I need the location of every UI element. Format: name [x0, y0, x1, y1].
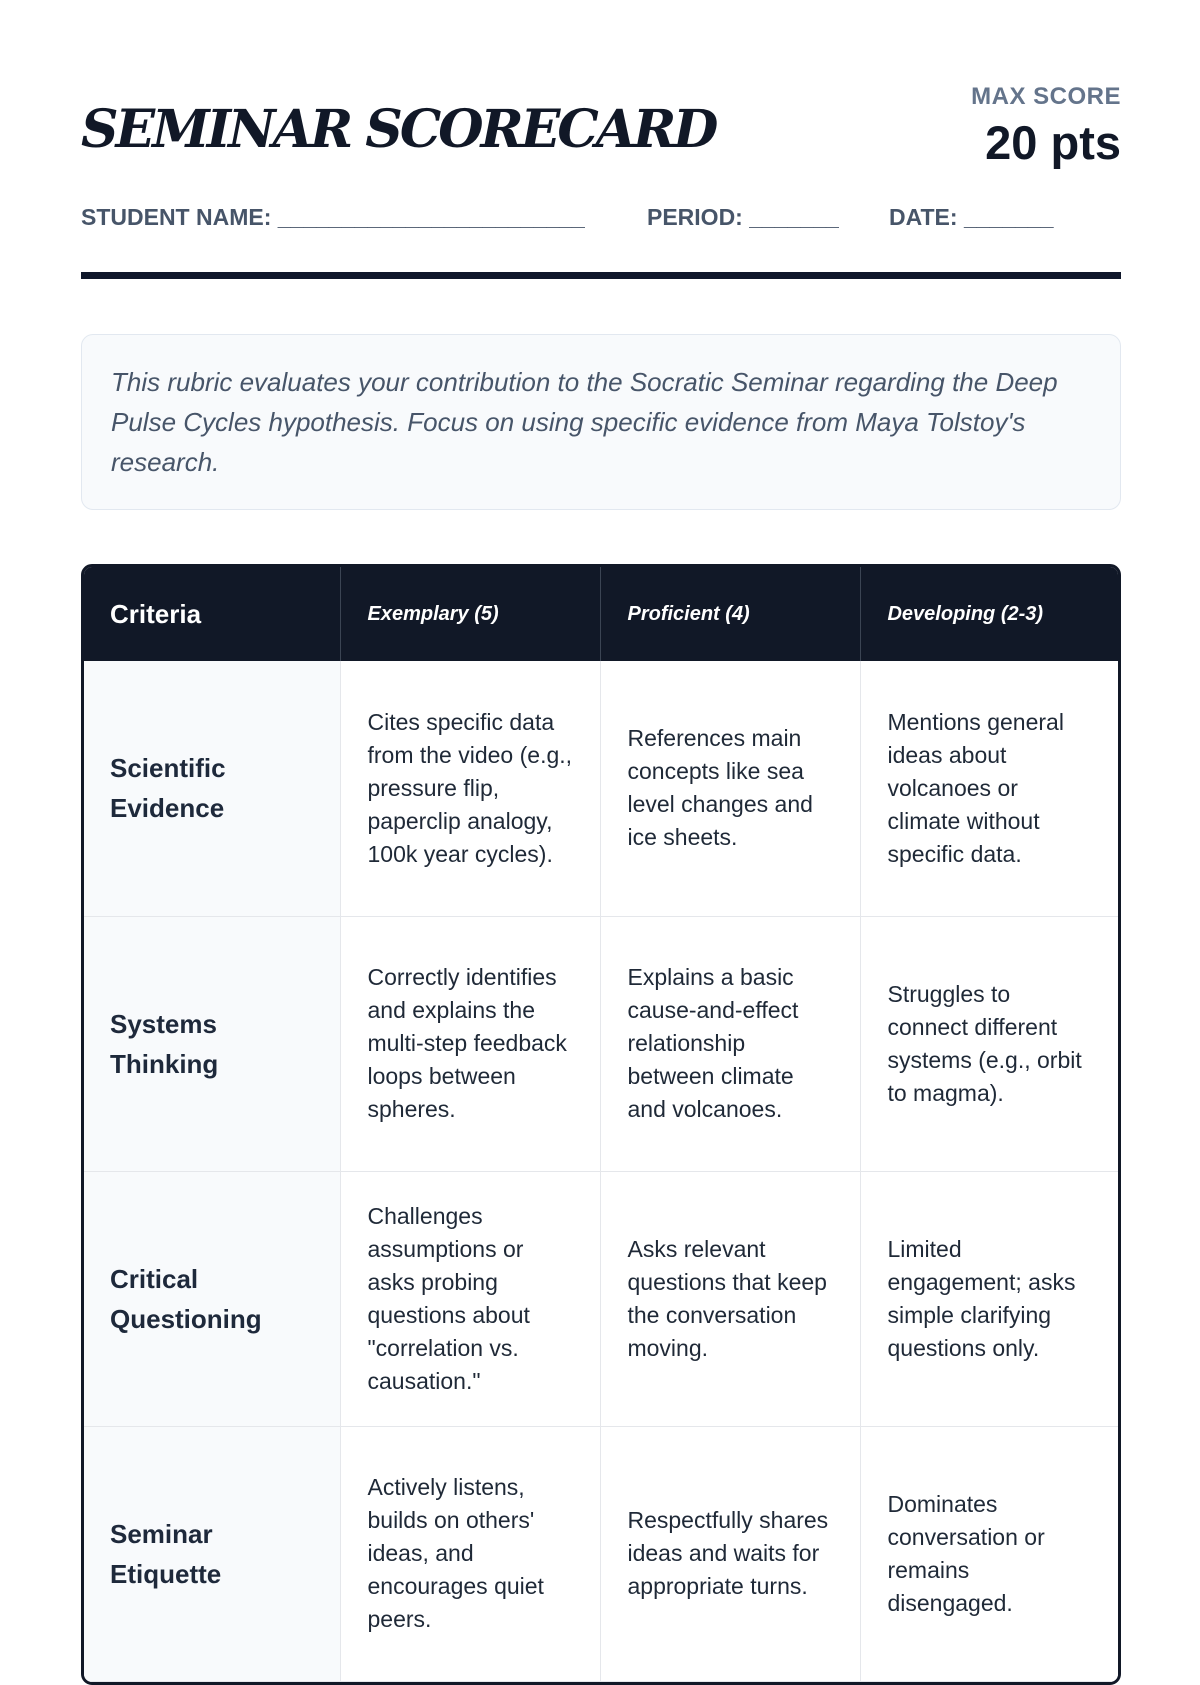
- exemplary-cell: Cites specific data from the video (e.g., pressure flip, paperclip analogy, 100k year cycles).: [341, 661, 601, 916]
- student-info-fields: [81, 200, 1121, 234]
- table-row: [84, 916, 1118, 1171]
- rubric-table: [81, 564, 1121, 1685]
- exemplary-cell: Challenges assumptions or asks probing questions about "correlation vs. causation.": [341, 1171, 601, 1426]
- page-title: SEMINAR SCORECARD: [81, 99, 716, 160]
- intro-note: This rubric evaluates your contribution to the Socratic Seminar regarding the Deep Pulse Cycles hypothesis. Focus on using specific evidence from Maya Tolstoy's research.: [81, 334, 1121, 510]
- column-header-exemplary: Exemplary (5): [341, 567, 601, 661]
- criteria-cell: Critical Questioning: [84, 1171, 341, 1426]
- developing-cell: Mentions general ideas about volcanoes or climate without specific data.: [861, 661, 1118, 916]
- criteria-cell: Seminar Etiquette: [84, 1426, 341, 1681]
- max-score-label: MAX SCORE: [971, 83, 1121, 110]
- table-row: [84, 1426, 1118, 1681]
- developing-cell: Limited engagement; asks simple clarifying questions only.: [861, 1171, 1118, 1426]
- scorecard-page: [81, 0, 1121, 1632]
- criteria-cell: Scientific Evidence: [84, 661, 341, 916]
- proficient-cell: Asks relevant questions that keep the conversation moving.: [601, 1171, 861, 1426]
- period-field: PERIOD: _______: [647, 204, 839, 230]
- developing-cell: Dominates conversation or remains disengaged.: [861, 1426, 1118, 1681]
- criteria-cell: Systems Thinking: [84, 916, 341, 1171]
- student-name-field: STUDENT NAME: ________________________: [81, 204, 585, 230]
- proficient-cell: Respectfully shares ideas and waits for appropriate turns.: [601, 1426, 861, 1681]
- proficient-cell: References main concepts like sea level changes and ice sheets.: [601, 661, 861, 916]
- table-row: [84, 661, 1118, 916]
- scorecard-header: [81, 0, 1121, 276]
- column-header-criteria: Criteria: [84, 567, 341, 661]
- exemplary-cell: Actively listens, builds on others' ideas, and encourages quiet peers.: [341, 1426, 601, 1681]
- rubric-header-row: [84, 567, 1118, 661]
- column-header-proficient: Proficient (4): [601, 567, 861, 661]
- date-field: DATE: _______: [889, 204, 1054, 230]
- column-header-developing: Developing (2-3): [861, 567, 1118, 661]
- proficient-cell: Explains a basic cause-and-effect relationship between climate and volcanoes.: [601, 916, 861, 1171]
- table-row: [84, 1171, 1118, 1426]
- exemplary-cell: Correctly identifies and explains the multi-step feedback loops between spheres.: [341, 916, 601, 1171]
- max-score-value: 20 pts: [985, 116, 1121, 169]
- developing-cell: Struggles to connect different systems (e.g., orbit to magma).: [861, 916, 1118, 1171]
- max-score-box: [971, 80, 1121, 171]
- header-divider: [81, 272, 1121, 279]
